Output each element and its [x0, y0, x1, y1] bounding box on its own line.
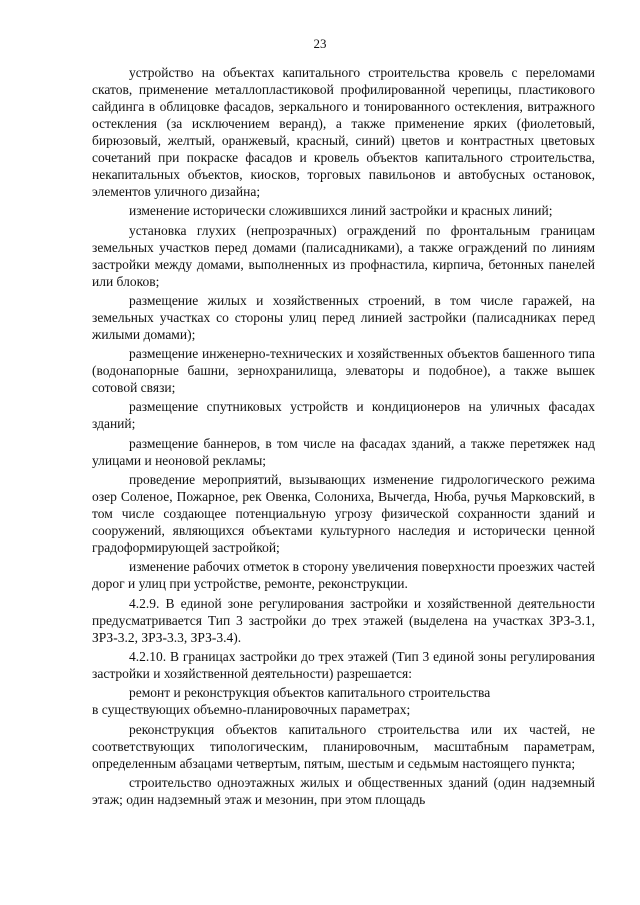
paragraph-4-2-9: 4.2.9. В единой зоне регулирования застройки и хозяйственной деятельности предусматривается Тип 3 застройки до трех этажей (выделена на участках ЗРЗ-3.1, ЗРЗ-3.2, ЗРЗ-3.3, ЗРЗ-3.4).	[92, 595, 595, 645]
paragraph-construction: строительство одноэтажных жилых и общественных зданий (один надземный этаж; один надземный этаж и мезонин, при этом площадь	[92, 774, 595, 807]
paragraph-road-levels: изменение рабочих отметок в сторону увеличения поверхности проезжих частей дорог и улиц при устройстве, ремонте, реконструкции.	[92, 559, 595, 592]
paragraph-building-lines: изменение исторически сложившихся линий застройки и красных линий;	[129, 203, 553, 219]
page-number: 23	[313, 36, 327, 51]
paragraph-repair: ремонт и реконструкция объектов капитального строительства	[129, 685, 491, 701]
paragraph-satellite-devices: размещение спутниковых устройств и кондиционеров на уличных фасадах зданий;	[92, 399, 595, 432]
paragraph-banners: размещение баннеров, в том числе на фасадах зданий, а также перетяжек над улицами и неоновой рекламы;	[92, 435, 595, 468]
paragraph-repair-continuation: в существующих объемно-планировочных параметрах;	[92, 702, 411, 718]
paragraph-4-2-10: 4.2.10. В границах застройки до трех этажей (Тип 3 единой зоны регулирования застройки и хозяйственной деятельности) разрешается:	[92, 648, 595, 681]
paragraph-garages: размещение жилых и хозяйственных строений, в том числе гаражей, на земельных участках со стороны улиц перед линией застройки (палисадниках перед жилыми домами);	[92, 292, 595, 342]
paragraph-hydrology: проведение мероприятий, вызывающих изменение гидрологического режима озер Соленое, Пожарное, рек Овенка, Солониха, Вычегда, Нюба, ручья Марковский, в том числе создающее потенциальную угрозу физической сохранности зданий и сооружений, являющихся объектами культурного наследия и исторически ценной градоформирующей застройкой;	[92, 472, 595, 556]
paragraph-reconstruction: реконструкция объектов капитального строительства или их частей, не соответствующих типологическим, планировочным, масштабным параметрам, определенным абзацами четвертым, пятым, шестым и седьмым настоящего пункта;	[92, 721, 595, 771]
document-body	[92, 64, 595, 810]
paragraph-tower-objects: размещение инженерно-технических и хозяйственных объектов башенного типа (водонапорные башни, зернохранилища, элеваторы и подобное), а также вышек сотовой связи;	[92, 346, 595, 396]
paragraph-roof-restrictions: устройство на объектах капитального строительства кровель с переломами скатов, применение металлопластиковой профилированной черепицы, пластикового сайдинга в облицовке фасадов, зеркального и тонированного остекления, витражного остекления (за исключением веранд), а также применение ярких (фиолетовый, бирюзовый, желтый, оранжевый, красный, синий) цветов и контрастных цветовых сочетаний при покраске фасадов и кровель объектов капитального строительства, некапитальных объектов, киосков, торговых павильонов и автобусных остановок, элементов уличного дизайна;	[92, 65, 595, 199]
paragraph-fences: установка глухих (непрозрачных) ограждений по фронтальным границам земельных участков перед домами (палисадниками), а также ограждений по линиям застройки между домами, выполненных из профнастила, кирпича, бетонных панелей или блоков;	[92, 222, 595, 289]
